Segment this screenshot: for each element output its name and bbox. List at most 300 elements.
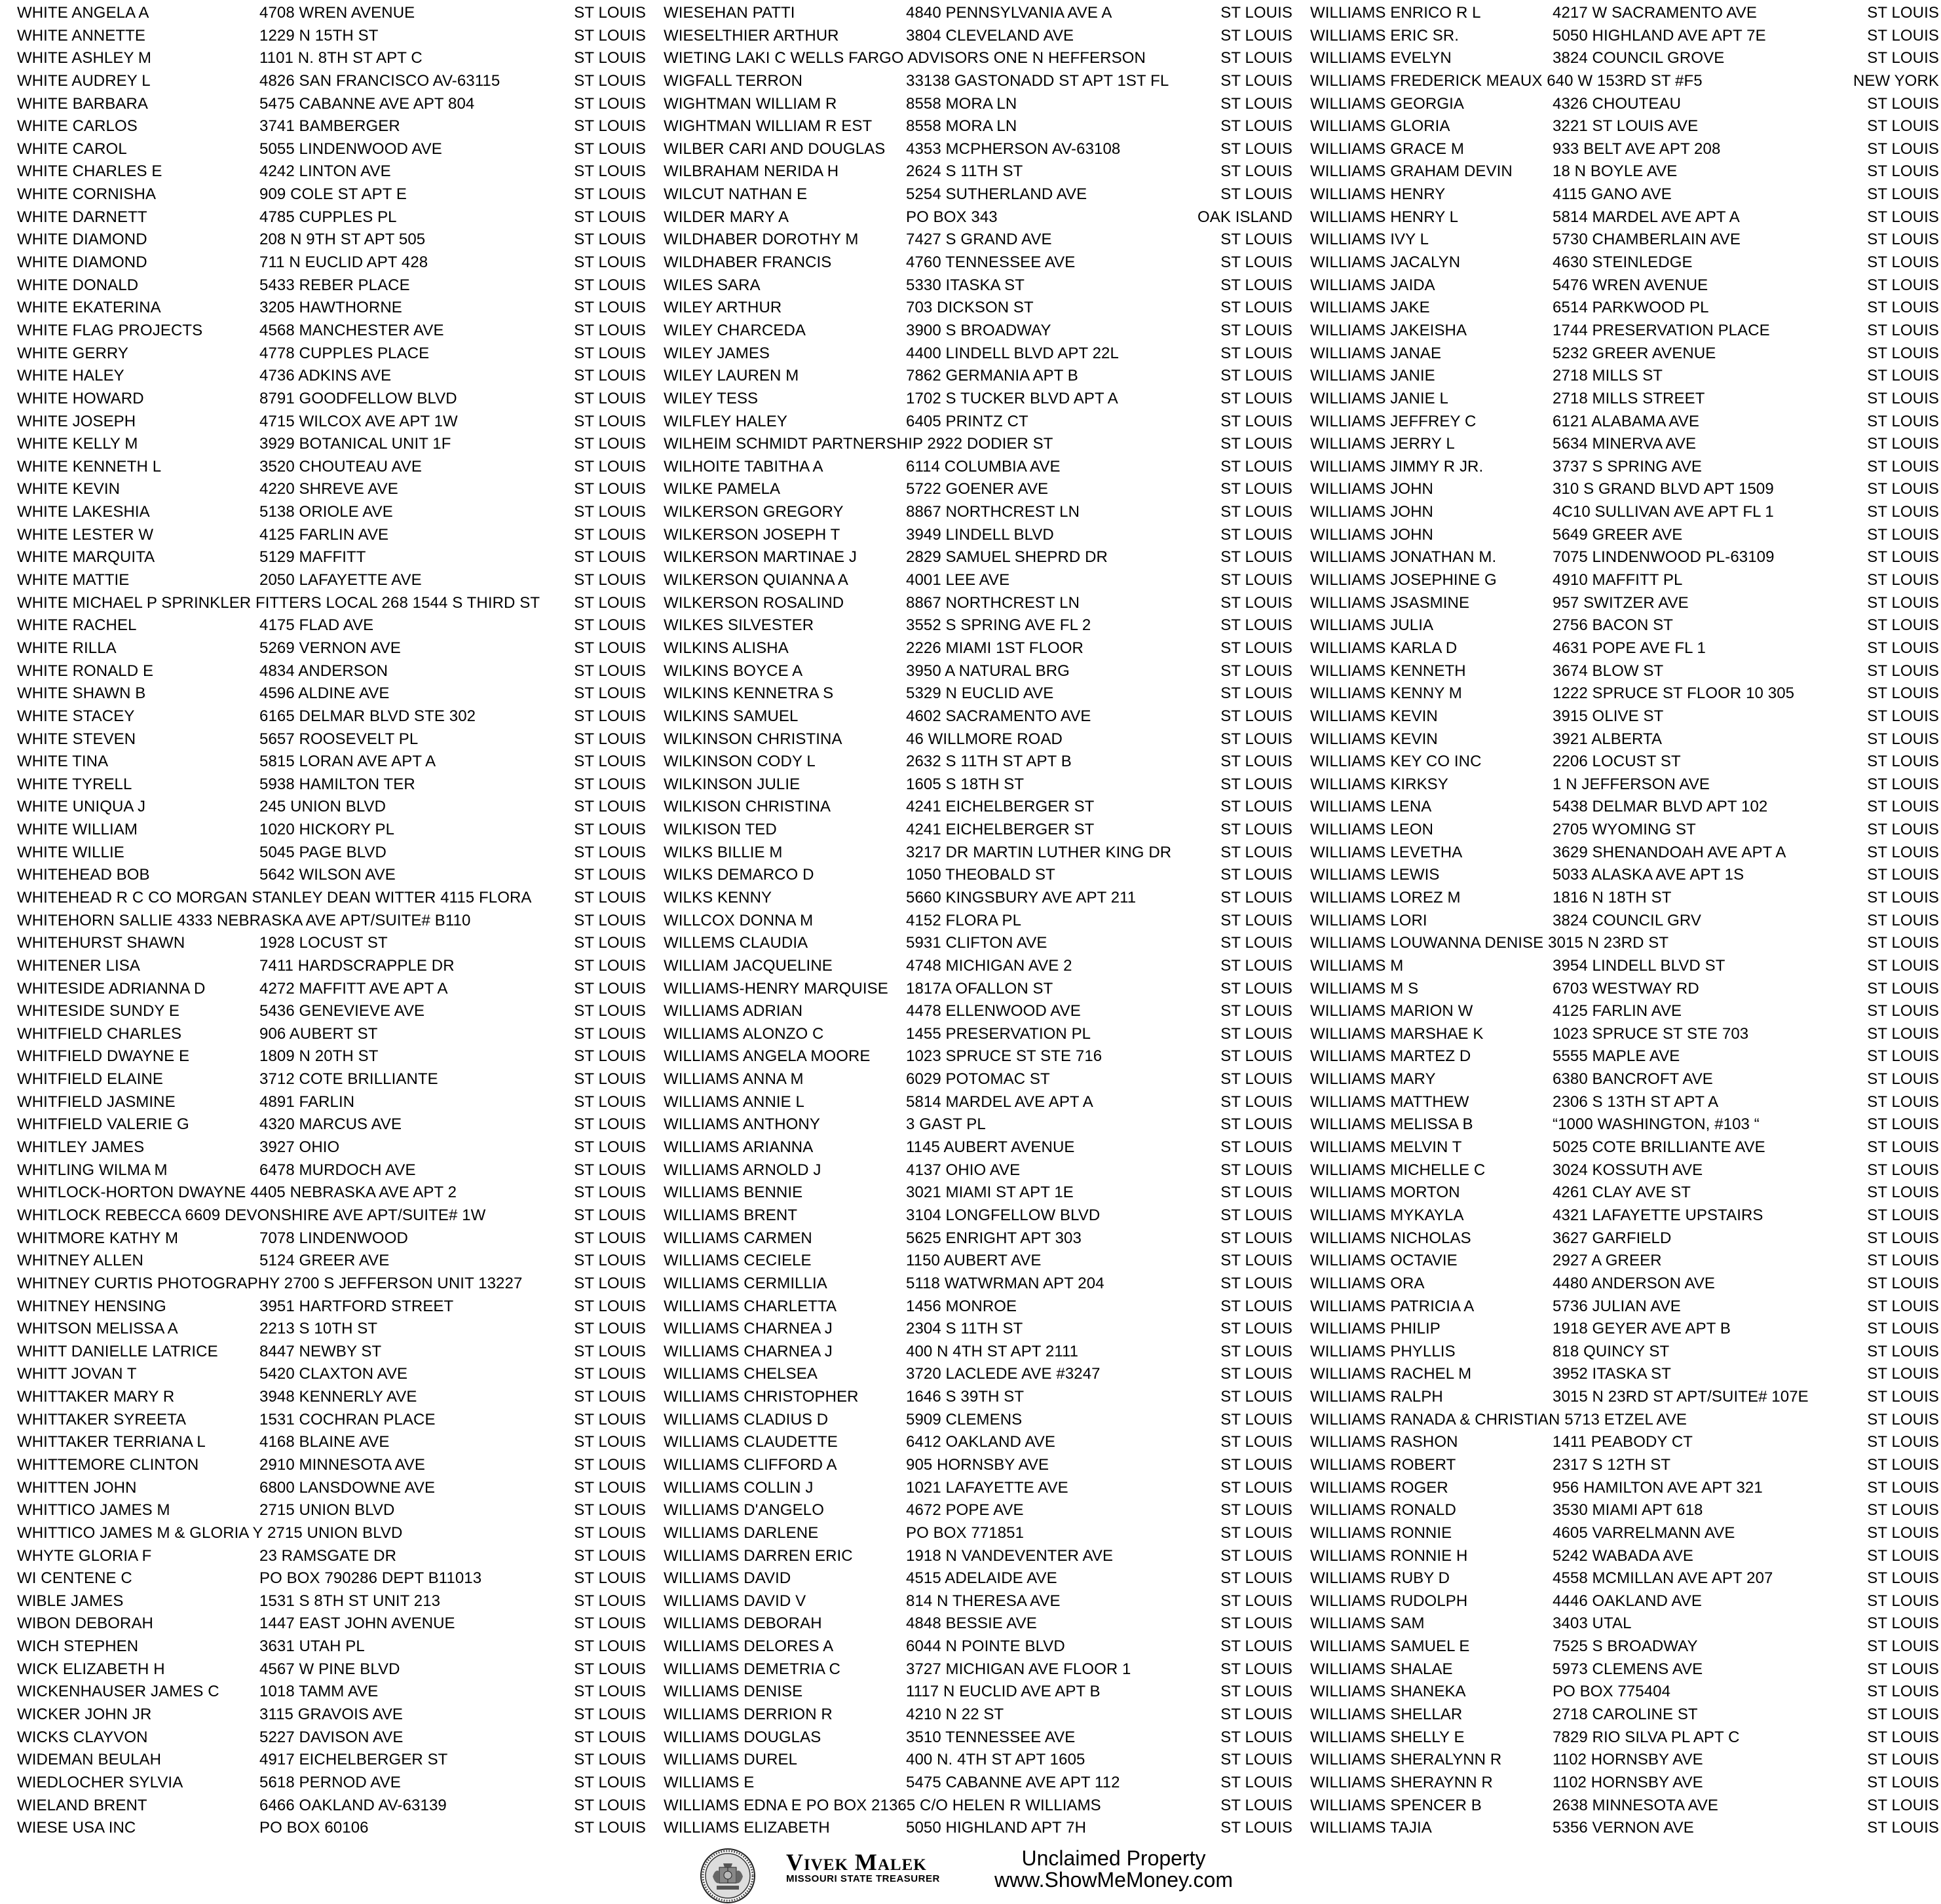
owner-name: WHITE ANNETTE	[17, 26, 145, 45]
owner-city: ST LOUIS	[1867, 1660, 1939, 1678]
owner-city: ST LOUIS	[1220, 1365, 1292, 1383]
list-item	[664, 842, 1292, 865]
owner-name: WILLIAMS SHERALYNN R	[1310, 1751, 1502, 1769]
list-item	[17, 978, 646, 1001]
list-item	[1310, 524, 1939, 547]
owner-address: 2317 S 12TH ST	[1553, 1456, 1671, 1474]
owner-name: WILLIAMS JAIDA	[1310, 276, 1435, 294]
owner-name: WILLIAMS MARSHAE K	[1310, 1024, 1484, 1043]
owner-name: WHITE DIAMOND	[17, 253, 147, 272]
listing-column-2	[664, 2, 1292, 1840]
list-item	[664, 614, 1292, 637]
owner-name: WHITE MICHAEL P SPRINKLER FITTERS LOCAL 268 1544 S THIRD ST	[17, 593, 540, 612]
owner-city: ST LOUIS	[1867, 1024, 1939, 1043]
program-url[interactable]: www.ShowMeMoney.com	[994, 1868, 1233, 1892]
owner-address: 3403 UTAL	[1553, 1615, 1632, 1633]
owner-city: ST LOUIS	[574, 253, 646, 272]
list-item	[17, 842, 646, 865]
list-item	[17, 1023, 646, 1046]
owner-city: ST LOUIS	[1867, 1184, 1939, 1202]
list-item	[664, 569, 1292, 592]
owner-address: 5436 GENEVIEVE AVE	[259, 1002, 425, 1020]
list-item	[17, 1363, 646, 1386]
owner-city: ST LOUIS	[1867, 480, 1939, 498]
owner-city: ST LOUIS	[1220, 1092, 1292, 1111]
owner-name: WILLIAMS JERRY L	[1310, 435, 1455, 453]
owner-name: WILLIAMS BENNIE	[664, 1184, 803, 1202]
owner-city: ST LOUIS	[574, 276, 646, 294]
owner-city: ST LOUIS	[574, 730, 646, 748]
owner-city: ST LOUIS	[1220, 979, 1292, 998]
list-item	[1310, 138, 1939, 161]
owner-name: WHITFIELD DWAYNE E	[17, 1047, 190, 1066]
owner-city: ST LOUIS	[1220, 1342, 1292, 1360]
owner-address: 1702 S TUCKER BLVD APT A	[906, 389, 1118, 407]
owner-name: WILLIAMS SPENCER B	[1310, 1796, 1482, 1814]
list-item	[1310, 1000, 1939, 1023]
list-item	[17, 1431, 646, 1454]
list-item	[1310, 1023, 1939, 1046]
owner-name: WILLIAMS TAJIA	[1310, 1819, 1432, 1837]
owner-city: ST LOUIS	[1867, 821, 1939, 839]
owner-city: ST LOUIS	[1220, 1024, 1292, 1043]
owner-name: WIETING LAKI C WELLS FARGO ADVISORS ONE N HEFFERSON	[664, 49, 1146, 67]
owner-city: ST LOUIS	[1867, 525, 1939, 544]
owner-name: WILLIAMS HENRY L	[1310, 208, 1459, 226]
owner-name: WILLIAMS MYKAYLA	[1310, 1206, 1464, 1224]
list-item	[17, 320, 646, 343]
owner-name: WILLIAMS SHANEKA	[1310, 1683, 1466, 1701]
owner-address: 3804 CLEVELAND AVE	[906, 26, 1074, 45]
owner-name: WILKINS ALISHA	[664, 639, 789, 657]
owner-address: 4715 WILCOX AVE APT 1W	[259, 412, 458, 430]
list-item	[664, 637, 1292, 660]
owner-address: 1918 N VANDEVENTER AVE	[906, 1546, 1114, 1565]
owner-address: 3954 LINDELL BLVD ST	[1553, 956, 1725, 975]
owner-address: 6165 DELMAR BLVD STE 302	[259, 707, 476, 725]
owner-address: 1455 PRESERVATION PL	[906, 1024, 1091, 1043]
owner-name: WIELAND BRENT	[17, 1796, 147, 1814]
owner-name: WILLIAMS SHALAE	[1310, 1660, 1453, 1678]
owner-city: ST LOUIS	[574, 684, 646, 703]
owner-city: ST LOUIS	[1867, 888, 1939, 906]
owner-address: 3552 S SPRING AVE FL 2	[906, 616, 1091, 635]
owner-address: 4242 LINTON AVE	[259, 162, 391, 181]
owner-name: WILLIAMS CHRISTOPHER	[664, 1388, 859, 1406]
owner-address: 4840 PENNSYLVANIA AVE A	[906, 4, 1112, 22]
owner-address: “1000 WASHINGTON, #103 “	[1553, 1115, 1760, 1134]
owner-name: WILLIAMS OCTAVIE	[1310, 1252, 1458, 1270]
owner-name: WILLIAMS DERRION R	[664, 1706, 833, 1724]
owner-name: WHITE KENNETH L	[17, 457, 162, 476]
owner-address: 5814 MARDEL AVE APT A	[1553, 208, 1740, 226]
list-item	[1310, 660, 1939, 683]
list-item	[664, 1136, 1292, 1159]
owner-city: ST LOUIS	[574, 503, 646, 521]
owner-city: ST LOUIS	[574, 1523, 646, 1542]
owner-address: 957 SWITZER AVE	[1553, 593, 1689, 612]
list-item	[17, 1590, 646, 1613]
list-item	[1310, 433, 1939, 456]
owner-address: 5634 MINERVA AVE	[1553, 435, 1697, 453]
owner-address: 3824 COUNCIL GRV	[1553, 911, 1702, 929]
owner-city: ST LOUIS	[1220, 843, 1292, 861]
owner-name: WILDHABER DOROTHY M	[664, 231, 859, 249]
list-item	[664, 1363, 1292, 1386]
owner-city: ST LOUIS	[1220, 1184, 1292, 1202]
owner-address: 5025 COTE BRILLIANTE AVE	[1553, 1138, 1765, 1157]
owner-name: WILKINSON CODY L	[664, 753, 816, 771]
owner-city: ST LOUIS	[1220, 1047, 1292, 1066]
owner-city: ST LOUIS	[574, 1070, 646, 1089]
list-item	[17, 637, 646, 660]
owner-address: 1018 TAMM AVE	[259, 1683, 379, 1701]
owner-city: ST LOUIS	[574, 1706, 646, 1724]
owner-address: 4826 SAN FRANCISCO AV-63115	[259, 71, 500, 90]
owner-name: WILHEIM SCHMIDT PARTNERSHIP 2922 DODIER ST	[664, 435, 1053, 453]
list-item	[17, 343, 646, 365]
owner-name: WILLIAMS RASHON	[1310, 1433, 1458, 1451]
owner-address: 3948 KENNERLY AVE	[259, 1388, 417, 1406]
owner-city: ST LOUIS	[1220, 821, 1292, 839]
owner-city: ST LOUIS	[1867, 503, 1939, 521]
owner-address: 4125 FARLIN AVE	[1553, 1002, 1682, 1020]
owner-name: WHITFIELD VALERIE G	[17, 1115, 189, 1134]
owner-name: WILLIAMS MATTHEW	[1310, 1092, 1469, 1111]
owner-city: ST LOUIS	[574, 1229, 646, 1247]
owner-address: 5931 CLIFTON AVE	[906, 934, 1047, 952]
owner-name: WHITFIELD ELAINE	[17, 1070, 163, 1089]
owner-address: 711 N EUCLID APT 428	[259, 253, 428, 272]
owner-city: ST LOUIS	[1867, 231, 1939, 249]
list-item	[17, 1477, 646, 1500]
list-item	[1310, 25, 1939, 48]
owner-name: WILLIAMS RALPH	[1310, 1388, 1443, 1406]
list-item	[664, 93, 1292, 116]
owner-address: 3727 MICHIGAN AVE FLOOR 1	[906, 1660, 1131, 1678]
list-item	[664, 138, 1292, 161]
owner-name: WILLIAMS ANTHONY	[664, 1115, 820, 1134]
owner-address: 5476 WREN AVENUE	[1553, 276, 1708, 294]
owner-address: 5356 VERNON AVE	[1553, 1819, 1694, 1837]
owner-city: ST LOUIS	[574, 1660, 646, 1678]
owner-city: ST LOUIS	[1220, 1070, 1292, 1089]
list-item	[17, 365, 646, 388]
list-item	[17, 819, 646, 842]
owner-city: ST LOUIS	[1220, 94, 1292, 113]
owner-city: ST LOUIS	[1220, 1161, 1292, 1179]
owner-name: WILLIAMS KEY CO INC	[1310, 753, 1482, 771]
owner-address: 5055 LINDENWOOD AVE	[259, 140, 442, 158]
owner-address: 2624 S 11TH ST	[906, 162, 1023, 181]
owner-name: WILLIAMS CHARNEA J	[664, 1342, 833, 1360]
owner-name: WIEDLOCHER SYLVIA	[17, 1773, 183, 1791]
list-item	[664, 524, 1292, 547]
owner-city: ST LOUIS	[1867, 1320, 1939, 1338]
list-item	[664, 1545, 1292, 1568]
list-item	[17, 229, 646, 252]
list-item	[664, 1386, 1292, 1409]
owner-address: 4848 BESSIE AVE	[906, 1615, 1037, 1633]
list-item	[664, 1273, 1292, 1296]
list-item	[664, 1113, 1292, 1136]
owner-name: WHITE STEVEN	[17, 730, 136, 748]
owner-city: ST LOUIS	[1220, 866, 1292, 884]
owner-city: ST LOUIS	[1220, 140, 1292, 158]
owner-name: WILLIAMS EVELYN	[1310, 49, 1452, 67]
owner-address: 4400 LINDELL BLVD APT 22L	[906, 344, 1119, 362]
owner-name: WHITTEN JOHN	[17, 1478, 137, 1497]
list-item	[664, 183, 1292, 206]
owner-city: ST LOUIS	[1867, 208, 1939, 226]
owner-city: ST LOUIS	[1220, 1478, 1292, 1497]
owner-city: ST LOUIS	[1867, 911, 1939, 929]
list-item	[1310, 1273, 1939, 1296]
owner-name: WILLIAMS LEON	[1310, 821, 1434, 839]
owner-name: WICH STEPHEN	[17, 1637, 139, 1656]
owner-name: WILLIAMS LEWIS	[1310, 866, 1440, 884]
owner-address: 2756 BACON ST	[1553, 616, 1674, 635]
owner-name: WILLIAMS LENA	[1310, 798, 1432, 816]
owner-city: ST LOUIS	[1220, 1320, 1292, 1338]
owner-address: 400 N. 4TH ST APT 1605	[906, 1751, 1085, 1769]
owner-address: 3927 OHIO	[259, 1138, 340, 1157]
owner-name: WHITNEY HENSING	[17, 1297, 166, 1315]
owner-city: ST LOUIS	[1867, 1796, 1939, 1814]
owner-address: 8447 NEWBY ST	[259, 1342, 382, 1360]
owner-city: ST LOUIS	[1220, 707, 1292, 725]
owner-city: ST LOUIS	[1220, 344, 1292, 362]
owner-name: WILLIAMS CECIELE	[664, 1252, 812, 1270]
owner-city: ST LOUIS	[1867, 185, 1939, 204]
list-item	[1310, 365, 1939, 388]
list-item	[1310, 160, 1939, 183]
owner-city: ST LOUIS	[1220, 1660, 1292, 1678]
owner-name: WILLIAMS JEFFREY C	[1310, 412, 1477, 430]
owner-name: WHITT JOVAN T	[17, 1365, 137, 1383]
owner-city: ST LOUIS	[1867, 26, 1939, 45]
owner-name: WILLIAMS-HENRY MARQUISE	[664, 979, 888, 998]
owner-city: ST LOUIS	[1220, 616, 1292, 635]
owner-city: ST LOUIS	[574, 1047, 646, 1066]
list-item	[664, 978, 1292, 1001]
owner-name: WILLIAMS CHARNEA J	[664, 1320, 833, 1338]
list-item	[17, 1068, 646, 1091]
owner-name: WHITE JOSEPH	[17, 412, 136, 430]
owner-name: WHITENER LISA	[17, 956, 140, 975]
owner-address: 1101 N. 8TH ST APT C	[259, 49, 423, 67]
owner-address: 4917 EICHELBERGER ST	[259, 1751, 448, 1769]
owner-address: 4708 WREN AVENUE	[259, 4, 415, 22]
owner-name: WHITE DIAMOND	[17, 231, 147, 249]
list-item	[664, 932, 1292, 955]
owner-name: WILLIAMS JOSEPHINE G	[1310, 571, 1497, 589]
owner-city: ST LOUIS	[1220, 457, 1292, 476]
owner-city: ST LOUIS	[1867, 662, 1939, 680]
owner-name: WILLIAMS ALONZO C	[664, 1024, 824, 1043]
owner-city: ST LOUIS	[574, 525, 646, 544]
owner-city: ST LOUIS	[1220, 1569, 1292, 1588]
owner-city: ST LOUIS	[1867, 412, 1939, 430]
owner-address: 4672 POPE AVE	[906, 1501, 1024, 1520]
owner-address: 3824 COUNCIL GROVE	[1553, 49, 1725, 67]
owner-name: WILLIAMS E	[664, 1773, 755, 1791]
owner-name: WILLIAMS GLORIA	[1310, 117, 1450, 136]
owner-name: WILLIAMS KEVIN	[1310, 730, 1438, 748]
owner-city: ST LOUIS	[574, 1819, 646, 1837]
owner-city: ST LOUIS	[1867, 1569, 1939, 1588]
list-item	[664, 1590, 1292, 1613]
owner-address: 5722 GOENER AVE	[906, 480, 1049, 498]
owner-name: WICKER JOHN JR	[17, 1706, 152, 1724]
owner-name: WHITE WILLIAM	[17, 821, 138, 839]
owner-address: 7829 RIO SILVA PL APT C	[1553, 1728, 1740, 1746]
owner-name: WILLIAMS SAMUEL E	[1310, 1637, 1470, 1656]
list-item	[1310, 411, 1939, 434]
list-item	[1310, 1795, 1939, 1818]
list-item	[1310, 115, 1939, 138]
owner-name: WHITE DARNETT	[17, 208, 147, 226]
owner-city: ST LOUIS	[1220, 684, 1292, 703]
owner-name: WIGFALL TERRON	[664, 71, 803, 90]
owner-name: WILHOITE TABITHA A	[664, 457, 823, 476]
owner-city: ST LOUIS	[574, 1206, 646, 1224]
owner-name: WICK ELIZABETH H	[17, 1660, 165, 1678]
owner-address: 6800 LANSDOWNE AVE	[259, 1478, 436, 1497]
owner-city: ST LOUIS	[1867, 253, 1939, 272]
list-item	[1310, 320, 1939, 343]
owner-address: 4834 ANDERSON	[259, 662, 388, 680]
list-item	[1310, 796, 1939, 819]
owner-name: WILLIAMS MORTON	[1310, 1184, 1460, 1202]
owner-address: 4175 FLAD AVE	[259, 616, 374, 635]
listing-column-1	[17, 2, 646, 1840]
owner-address: 1809 N 20TH ST	[259, 1047, 379, 1066]
owner-name: WILLIAMS GEORGIA	[1310, 94, 1464, 113]
list-item	[17, 1113, 646, 1136]
list-item	[1310, 887, 1939, 910]
owner-name: WIBON DEBORAH	[17, 1615, 153, 1633]
list-item	[664, 343, 1292, 365]
owner-city: ST LOUIS	[1867, 457, 1939, 476]
owner-address: 4220 SHREVE AVE	[259, 480, 398, 498]
owner-city: ST LOUIS	[1220, 798, 1292, 816]
list-item	[664, 297, 1292, 320]
owner-name: WICKS CLAYVON	[17, 1728, 148, 1746]
owner-address: 2226 MIAMI 1ST FLOOR	[906, 639, 1084, 657]
owner-address: 2927 A GREER	[1553, 1252, 1662, 1270]
owner-name: WILLIAMS DUREL	[664, 1751, 798, 1769]
owner-city: ST LOUIS	[1220, 1523, 1292, 1542]
owner-city: ST LOUIS	[1867, 140, 1939, 158]
owner-city: ST LOUIS	[574, 956, 646, 975]
owner-name: WILLIAMS ARNOLD J	[664, 1161, 821, 1179]
owner-city: ST LOUIS	[1867, 1388, 1939, 1406]
list-item	[17, 1499, 646, 1522]
owner-name: WILLIAMS PATRICIA A	[1310, 1297, 1475, 1315]
list-item	[17, 1613, 646, 1635]
owner-name: WILLIAMS ELIZABETH	[664, 1819, 830, 1837]
list-item	[1310, 1182, 1939, 1204]
list-item	[664, 1658, 1292, 1681]
owner-address: 33138 GASTONADD ST APT 1ST FL	[906, 71, 1169, 90]
list-item	[17, 774, 646, 796]
owner-name: WILLIAMS LOUWANNA DENISE 3015 N 23RD ST	[1310, 934, 1669, 952]
owner-address: 2306 S 13TH ST APT A	[1553, 1092, 1719, 1111]
owner-address: PO BOX 60106	[259, 1819, 369, 1837]
owner-city: ST LOUIS	[1867, 571, 1939, 589]
owner-address: 8558 MORA LN	[906, 94, 1017, 113]
owner-address: 5657 ROOSEVELT PL	[259, 730, 419, 748]
owner-name: WILLIAMS DARLENE	[664, 1523, 819, 1542]
owner-name: WHITE CAROL	[17, 140, 127, 158]
owner-name: WHITTICO JAMES M	[17, 1501, 170, 1520]
list-item	[17, 1296, 646, 1318]
owner-address: 3510 TENNESSEE AVE	[906, 1728, 1076, 1746]
list-item	[1310, 751, 1939, 774]
list-item	[17, 93, 646, 116]
list-item	[1310, 1567, 1939, 1590]
owner-city: ST LOUIS	[574, 548, 646, 567]
owner-name: WILEY JAMES	[664, 344, 770, 362]
owner-city: ST LOUIS	[1220, 117, 1292, 136]
owner-address: 46 WILLMORE ROAD	[906, 730, 1063, 748]
owner-name: WHITE LESTER W	[17, 525, 154, 544]
list-item	[1310, 1250, 1939, 1273]
owner-city: ST LOUIS	[574, 1024, 646, 1043]
list-item	[1310, 1159, 1939, 1182]
owner-city: ST LOUIS	[574, 1002, 646, 1020]
list-item	[664, 546, 1292, 569]
owner-city: ST LOUIS	[1867, 707, 1939, 725]
owner-city: ST LOUIS	[574, 571, 646, 589]
owner-name: WILLIAMS JOHN	[1310, 480, 1433, 498]
owner-city: OAK ISLAND	[1197, 208, 1292, 226]
owner-address: 906 AUBERT ST	[259, 1024, 378, 1043]
owner-address: 7427 S GRAND AVE	[906, 231, 1052, 249]
owner-address: 4596 ALDINE AVE	[259, 684, 390, 703]
list-item	[664, 2, 1292, 25]
list-item	[1310, 1454, 1939, 1477]
owner-name: WILKERSON GREGORY	[664, 503, 844, 521]
list-item	[664, 274, 1292, 297]
list-item	[17, 115, 646, 138]
owner-address: 5555 MAPLE AVE	[1553, 1047, 1680, 1066]
owner-name: WILKISON CHRISTINA	[664, 798, 831, 816]
owner-name: WHITSON MELISSA A	[17, 1320, 178, 1338]
owner-city: ST LOUIS	[1867, 1161, 1939, 1179]
list-item	[1310, 1386, 1939, 1409]
list-item	[17, 1749, 646, 1772]
owner-address: 5050 HIGHLAND APT 7H	[906, 1819, 1087, 1837]
owner-city: ST LOUIS	[574, 775, 646, 793]
owner-city: ST LOUIS	[574, 1796, 646, 1814]
list-item	[1310, 1068, 1939, 1091]
list-item	[1310, 705, 1939, 728]
owner-name: WILLIAMS CLIFFORD A	[664, 1456, 837, 1474]
owner-address: PO BOX 775404	[1553, 1683, 1671, 1701]
owner-city: ST LOUIS	[1867, 979, 1939, 998]
listing-columns	[0, 2, 1941, 1836]
owner-city: ST LOUIS	[1867, 367, 1939, 385]
owner-address: 6412 OAKLAND AVE	[906, 1433, 1055, 1451]
list-item	[17, 682, 646, 705]
list-item	[1310, 728, 1939, 751]
owner-name: WHITTICO JAMES M & GLORIA Y 2715 UNION BLVD	[17, 1523, 403, 1542]
owner-name: WILLIAMS JULIA	[1310, 616, 1434, 635]
owner-name: WILKERSON MARTINAE J	[664, 548, 857, 567]
owner-address: 6114 COLUMBIA AVE	[906, 457, 1061, 476]
